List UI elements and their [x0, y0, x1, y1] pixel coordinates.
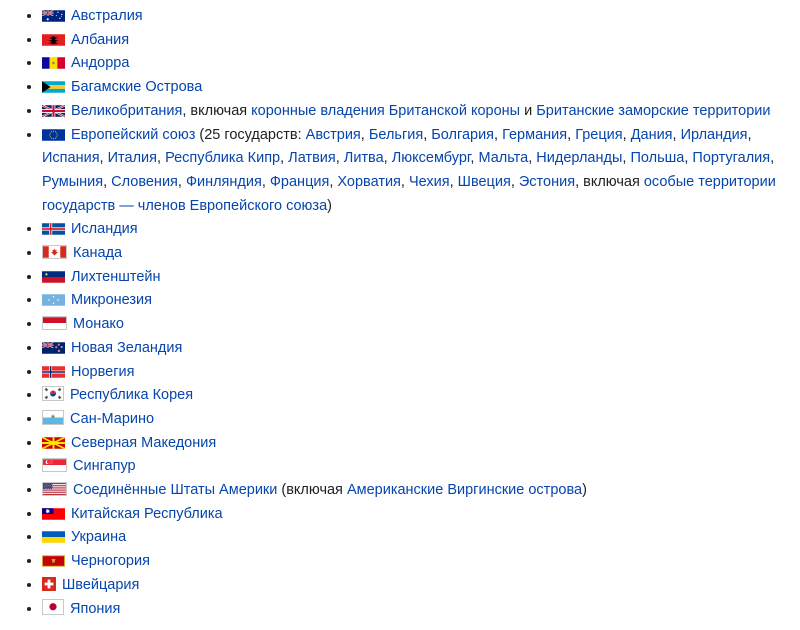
plain-text: ,	[470, 150, 479, 167]
list-item	[42, 361, 792, 385]
newzealand-flag-icon	[42, 342, 65, 354]
country-link[interactable]: Бельгия	[368, 126, 424, 143]
country-link[interactable]: Дания	[630, 126, 673, 143]
list-item	[42, 455, 792, 479]
list-item	[42, 124, 792, 219]
country-link[interactable]: Европейский союз	[71, 126, 196, 143]
country-link[interactable]: Новая Зеландия	[71, 339, 183, 356]
list-item	[42, 479, 792, 503]
plain-text: ,	[400, 173, 409, 190]
list-item	[42, 526, 792, 550]
plain-text: ,	[99, 150, 108, 167]
norway-flag-icon	[42, 366, 65, 378]
list-item	[42, 384, 792, 408]
country-link[interactable]: Швейцария	[62, 576, 140, 593]
list-item	[42, 218, 792, 242]
list-item	[42, 5, 792, 29]
bahamas-flag-icon	[42, 81, 65, 93]
plain-text: ,	[177, 173, 186, 190]
plain-text: ,	[567, 126, 576, 143]
plain-text: ,	[684, 150, 693, 167]
country-link[interactable]: Испания	[42, 150, 100, 167]
plain-text: ,	[510, 173, 519, 190]
plain-text: (25 государств:	[195, 126, 306, 143]
list-item	[42, 550, 792, 574]
country-link[interactable]: Люксембург	[391, 150, 471, 167]
country-link[interactable]: Канада	[73, 245, 123, 262]
list-item	[42, 337, 792, 361]
country-link[interactable]: коронные владения Британской короны	[251, 102, 521, 119]
plain-text: )	[582, 482, 587, 499]
country-link[interactable]: Литва	[343, 150, 384, 167]
list-item	[42, 408, 792, 432]
eu-flag-icon	[42, 129, 65, 141]
singapore-flag-icon	[42, 458, 67, 472]
country-link[interactable]: Монако	[73, 316, 124, 333]
iceland-flag-icon	[42, 223, 65, 235]
country-link[interactable]: Польша	[630, 150, 685, 167]
list-item	[42, 432, 792, 456]
monaco-flag-icon	[42, 316, 67, 330]
country-link[interactable]: Британские заморские территории	[536, 102, 771, 119]
country-link[interactable]: Франция	[269, 173, 330, 190]
country-link[interactable]: Чехия	[408, 173, 450, 190]
country-link[interactable]: Финляндия	[185, 173, 262, 190]
country-link[interactable]: Словения	[111, 173, 178, 190]
plain-text: ,	[261, 173, 270, 190]
country-link[interactable]: Лихтенштейн	[71, 268, 161, 285]
country-link[interactable]: Австрия	[305, 126, 361, 143]
plain-text: ,	[528, 150, 537, 167]
liechtenstein-flag-icon	[42, 271, 65, 283]
plain-text: ,	[157, 150, 166, 167]
canada-flag-icon	[42, 245, 67, 259]
country-link[interactable]: Микронезия	[71, 292, 153, 309]
plain-text: ,	[423, 126, 432, 143]
list-item	[42, 266, 792, 290]
country-link[interactable]: Португалия	[692, 150, 771, 167]
list-item	[42, 574, 792, 598]
country-link[interactable]: Северная Македония	[71, 434, 217, 451]
australia-flag-icon	[42, 10, 65, 22]
country-link[interactable]: Украина	[71, 529, 127, 546]
plain-text: ,	[770, 150, 775, 167]
list-item	[42, 289, 792, 313]
uk-flag-icon	[42, 105, 65, 117]
albania-flag-icon	[42, 34, 65, 46]
plain-text: ,	[672, 126, 681, 143]
country-link[interactable]: Австралия	[71, 8, 143, 24]
micronesia-flag-icon	[42, 294, 65, 306]
plain-text: ,	[335, 150, 344, 167]
plain-text: (включая	[277, 482, 347, 499]
country-link[interactable]: Республика Кипр	[165, 150, 281, 167]
country-link[interactable]: Греция	[575, 126, 623, 143]
country-link[interactable]: Великобритания	[71, 102, 183, 119]
plain-text: , включая	[575, 173, 644, 190]
southkorea-flag-icon	[42, 386, 64, 401]
country-link[interactable]: Болгария	[431, 126, 495, 143]
plain-text: , включая	[182, 102, 252, 119]
country-link[interactable]: Соединённые Штаты Америки	[73, 482, 278, 499]
country-link[interactable]: особые территории государств — членов Европейского союза	[42, 173, 776, 214]
country-link[interactable]: Андорра	[71, 55, 130, 72]
country-link[interactable]: Румыния	[42, 173, 104, 190]
country-link[interactable]: Сингапур	[73, 458, 136, 475]
plain-text: ,	[360, 126, 369, 143]
plain-text: ,	[747, 126, 752, 143]
plain-text: ,	[383, 150, 392, 167]
plain-text: )	[327, 197, 332, 214]
country-link[interactable]: Китайская Республика	[71, 505, 223, 522]
macedonia-flag-icon	[42, 437, 65, 449]
plain-text: ,	[280, 150, 289, 167]
list-item	[42, 598, 792, 622]
list-item	[42, 313, 792, 337]
country-link[interactable]: Италия	[107, 150, 157, 167]
japan-flag-icon	[42, 599, 64, 615]
country-link[interactable]: Латвия	[288, 150, 336, 167]
plain-text: ,	[494, 126, 503, 143]
list-item	[42, 100, 792, 124]
andorra-flag-icon	[42, 57, 65, 69]
country-link[interactable]: Албания	[71, 31, 130, 48]
list-item	[42, 52, 792, 76]
country-link[interactable]: Исландия	[71, 221, 138, 238]
sanmarino-flag-icon	[42, 410, 64, 425]
plain-text: ,	[622, 150, 631, 167]
country-link[interactable]: Эстония	[518, 173, 576, 190]
ukraine-flag-icon	[42, 531, 65, 543]
plain-text: ,	[449, 173, 458, 190]
list-item	[42, 503, 792, 527]
country-link[interactable]: Норвегия	[71, 363, 135, 380]
country-link[interactable]: Черногория	[71, 553, 150, 570]
country-link[interactable]: Нидерланды	[536, 150, 623, 167]
country-link[interactable]: Хорватия	[337, 173, 401, 190]
plain-text: и	[520, 102, 537, 119]
country-link[interactable]: Мальта	[478, 150, 529, 167]
taiwan-flag-icon	[42, 508, 65, 520]
country-link[interactable]: Германия	[502, 126, 568, 143]
montenegro-flag-icon	[42, 555, 65, 567]
country-link[interactable]: Американские Виргинские острова	[346, 482, 583, 499]
country-link[interactable]: Швеция	[457, 173, 511, 190]
country-link[interactable]: Республика Корея	[70, 387, 194, 404]
country-link[interactable]: Ирландия	[680, 126, 748, 143]
list-item	[42, 242, 792, 266]
country-link[interactable]: Багамские Острова	[71, 79, 203, 96]
plain-text: ,	[329, 173, 338, 190]
usa-flag-icon	[42, 482, 67, 496]
list-item	[42, 76, 792, 100]
list-item	[42, 29, 792, 53]
country-link[interactable]: Япония	[70, 600, 121, 617]
plain-text: ,	[103, 173, 112, 190]
country-link[interactable]: Сан-Марино	[70, 410, 155, 427]
switzerland-flag-icon	[42, 577, 56, 591]
plain-text: ,	[622, 126, 631, 143]
